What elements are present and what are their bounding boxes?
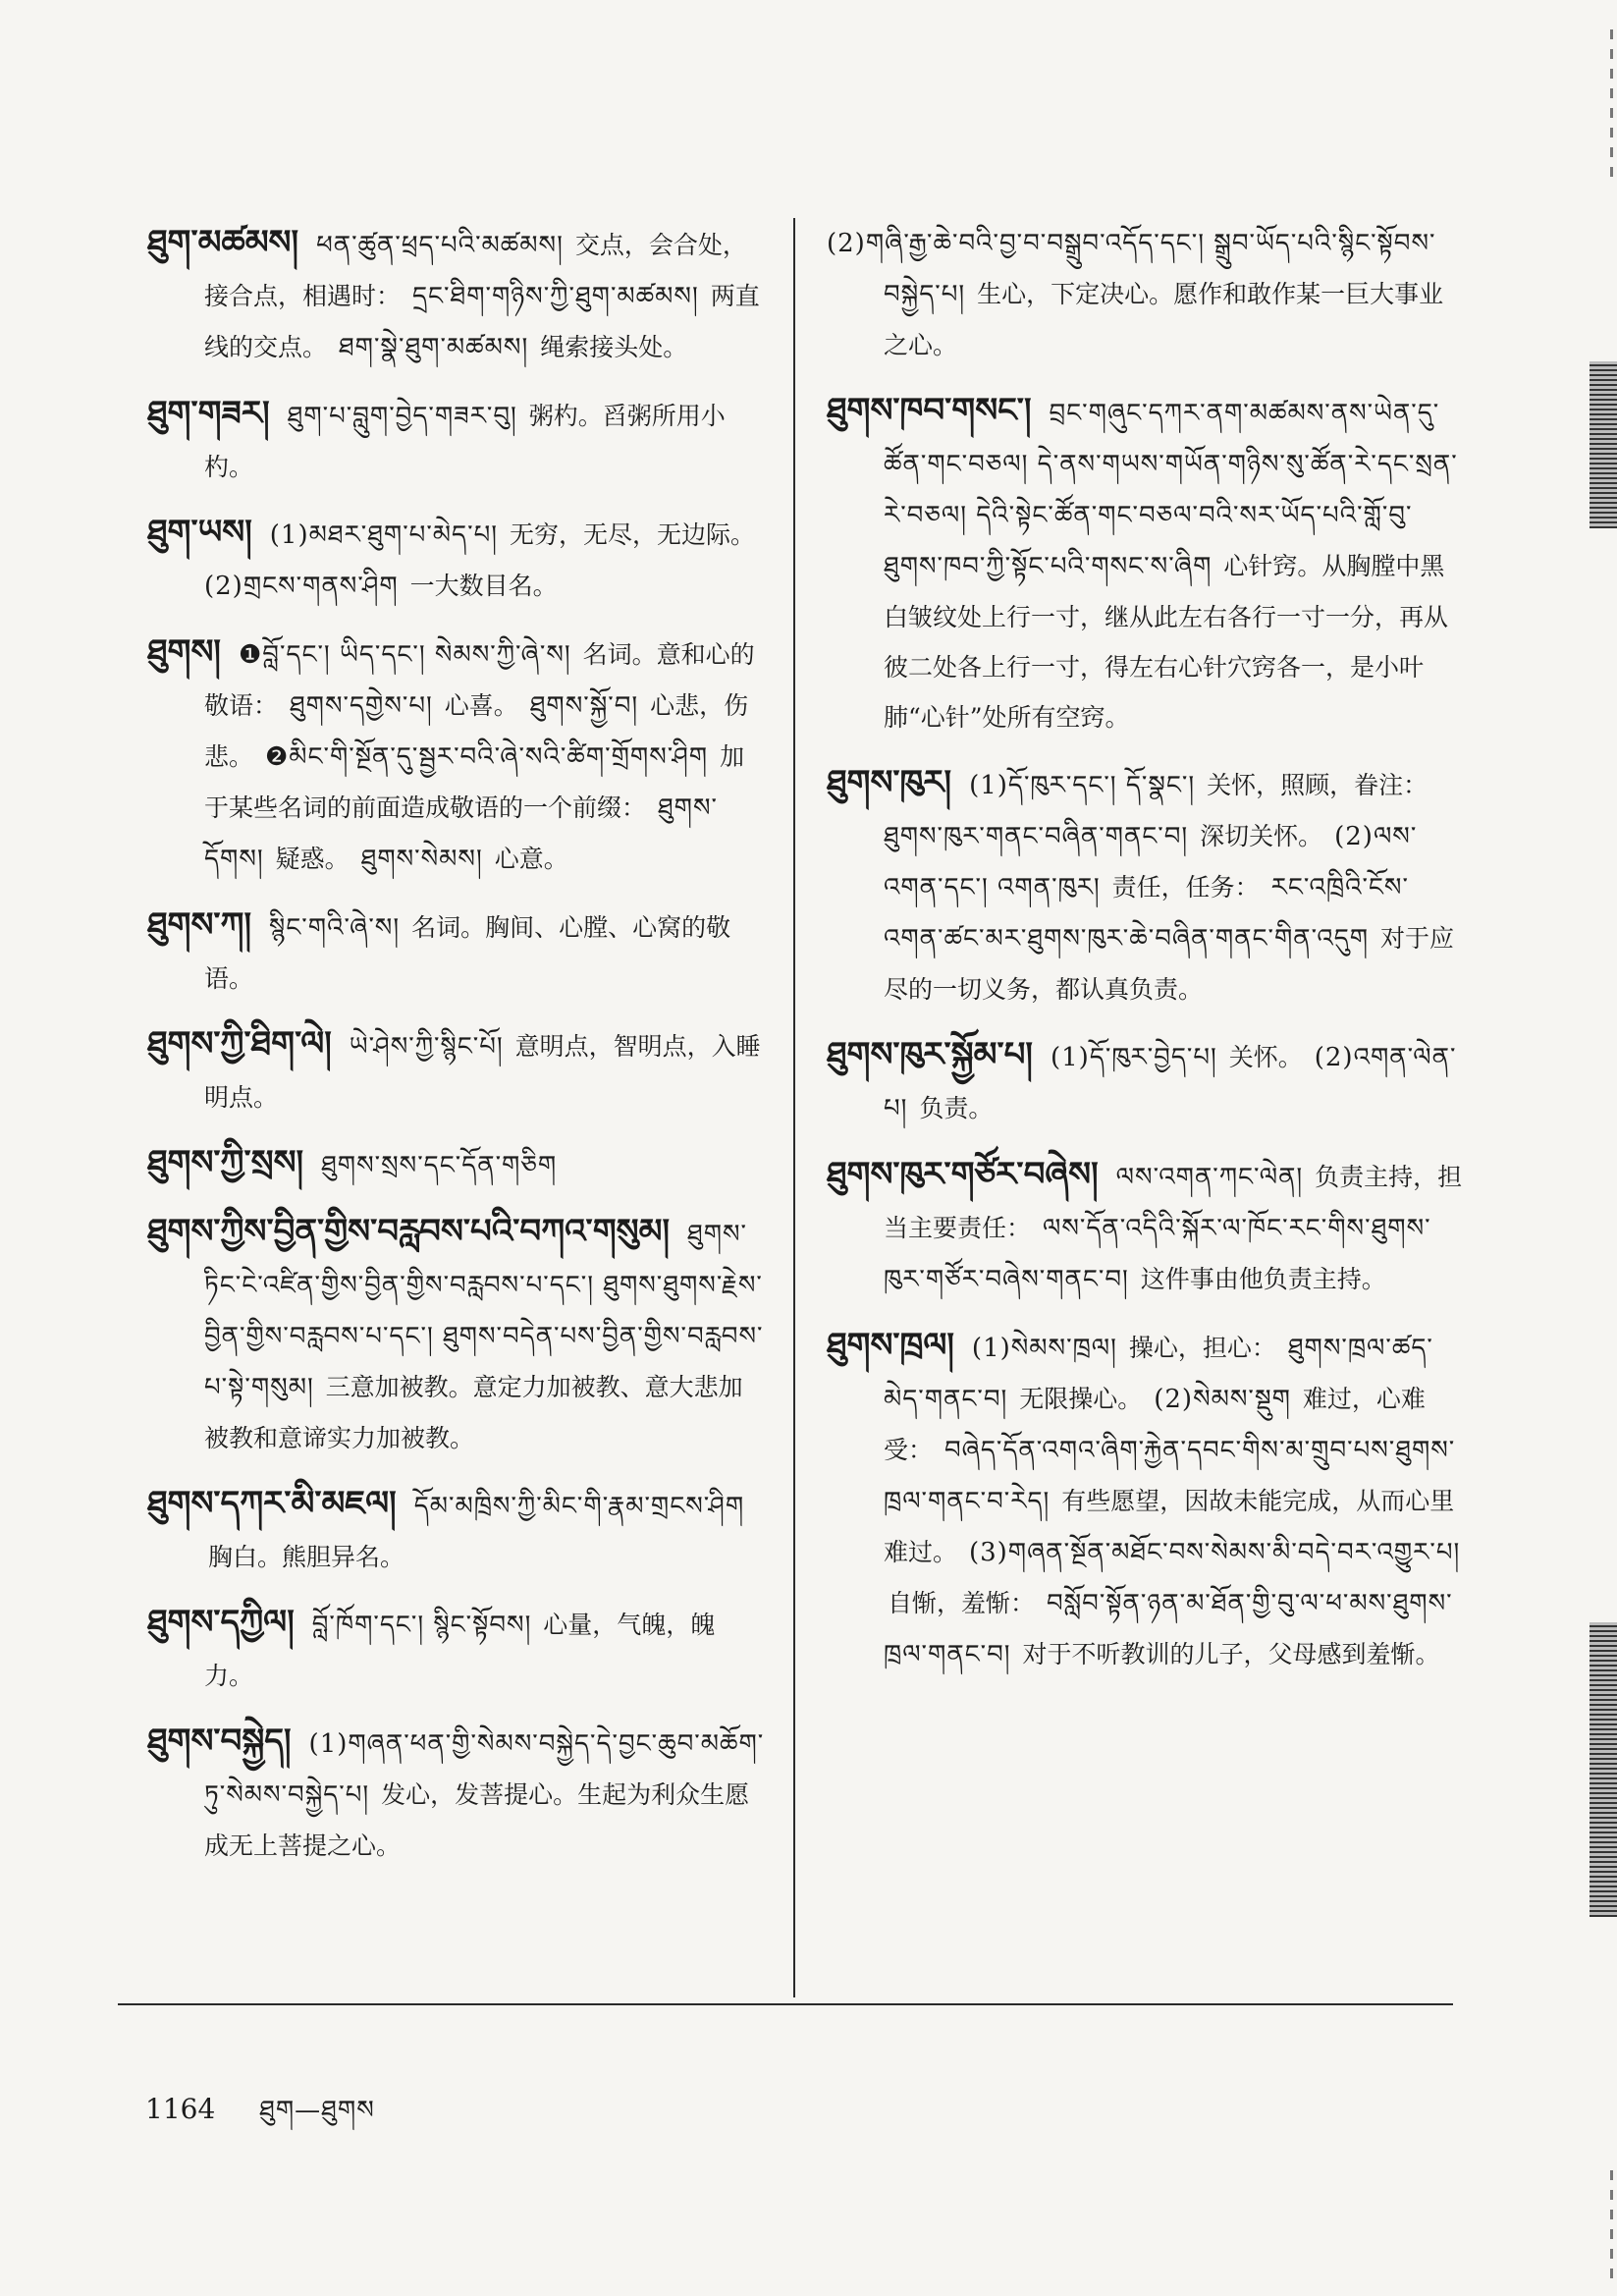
chinese-gloss: 名词。胸间、心膛、心窝的敬语。 — [204, 913, 731, 993]
column-divider — [793, 218, 795, 1997]
tibetan-text: བྲང་གཞུང་དཀར་ནག་མཚམས་ནས་ཡེན་དུ་ཚོན་གང་བཅལ། དེ་ནས་གཡས་གཡོན་གཉིས་སུ་ཚོན་རེ་དང་སྲན་རེ་བཅལ། དེའི་སྟེང་ཚོན་གང་བཅལ་བའི་སར་ཡོད་པའི་གློ་བུ་ཐུགས་ཁབ་ཀྱི་སྟོང་པའི་གསང་ས་ཞིག — [884, 399, 1458, 581]
headword: ཐུགས་ཀྱི་ཐིག་ལེ། — [147, 1024, 332, 1064]
dictionary-entry — [827, 1321, 1465, 1680]
tibetan-text: ཐུགས་སྐྱོ་བ། — [529, 691, 639, 721]
chinese-gloss: 一大数目名。 — [409, 572, 558, 600]
chinese-gloss: 有些愿望，因故未能完成，从而心里难过。 — [884, 1487, 1455, 1566]
chinese-gloss: 心喜。 — [444, 691, 518, 720]
chinese-gloss: 粥杓。舀粥所用小杓。 — [204, 402, 726, 481]
headword: ཐུགས་ཀ། — [147, 905, 252, 945]
dictionary-entry — [147, 508, 766, 612]
chinese-gloss: 名词。意和心的敬语： — [204, 640, 755, 720]
chinese-gloss: 加于某些名词的前面造成敬语的一个前缀： — [204, 742, 745, 822]
chinese-gloss: 意明点，智明点，入睡明点。 — [204, 1032, 761, 1112]
tibetan-text: བསློབ་སྟོན་ཉན་མ་ཐོན་གྱི་བུ་ལ་ཕ་མས་ཐུགས་ཁྲལ་གནང་བ། — [884, 1589, 1453, 1669]
headword: ཐུག་མཚམས། — [147, 223, 299, 262]
headword: ཐུག་ཡས། — [147, 513, 252, 552]
dictionary-entry — [147, 1207, 766, 1463]
dictionary-entry — [827, 1030, 1465, 1134]
tibetan-text: སྙིང་གའི་ཞེ་ས། — [269, 913, 401, 943]
tibetan-text: ཐུགས་དགྱེས་པ། — [289, 691, 433, 721]
right-column — [827, 218, 1465, 1696]
tibetan-text: ཐུགས་སྲས་དང་དོན་གཅིག — [321, 1151, 558, 1180]
tibetan-text: ཕན་ཚུན་ཕྲད་པའི་མཚམས། — [316, 231, 564, 260]
headword-range: ཐུག—ཐུགས — [259, 2096, 375, 2125]
scan-edge-dash — [1610, 2160, 1613, 2278]
footer-rule — [118, 2003, 1453, 2005]
tibetan-text: (2)གཞི་རྒྱ་ཆེ་བའི་བྱ་བ་བསྒྲུབ་འདོད་དང་། སྒྲུབ་ཡོད་པའི་སྙིང་སྟོབས་བསྐྱེད་པ། — [827, 229, 1436, 309]
chinese-gloss: 关怀，照顾，眷注： — [1207, 771, 1428, 799]
chinese-gloss: 难过，心难受： — [884, 1385, 1426, 1464]
tibetan-text: (2)ལས་འགན་དང་། འགན་ཁུར། — [884, 822, 1418, 902]
tibetan-text: ❶བློ་དང་། ཡིད་དང་། སེམས་ཀྱི་ཞེ་ས། — [238, 640, 571, 670]
tibetan-text: ཐུགས་སེམས། — [360, 845, 483, 874]
dictionary-entry — [827, 386, 1465, 742]
chinese-gloss: 心悲，伤悲。 — [204, 691, 749, 771]
tibetan-text: ཐུགས་ཏིང་ངེ་འཛིན་གྱིས་བྱིན་གྱིས་བརླབས་པ་དང་། ཐུགས་ཐུགས་རྗེས་བྱིན་གྱིས་བརླབས་པ་དང་། ཐུགས་བདེན་པས་བྱིན་གྱིས་བརླབས་པ་སྟེ་གསུམ། — [204, 1220, 764, 1402]
chinese-gloss: 负责。 — [919, 1094, 994, 1122]
headword: ཐུགས་ཀྱི་སྲས། — [147, 1143, 304, 1182]
headword: ཐུག་གཟར། — [147, 394, 270, 433]
tibetan-text: (1)གཞན་ཕན་གྱི་སེམས་བསྐྱེད་དེ་བྱང་ཆུབ་མཆོག་ཏུ་སེམས་བསྐྱེད་པ། — [204, 1729, 765, 1810]
chinese-gloss: 深切关怀。 — [1200, 822, 1323, 850]
chinese-gloss: 疑惑。 — [275, 845, 350, 873]
headword: ཐུགས་ཁུར་གཙོར་བཞེས། — [827, 1155, 1099, 1194]
headword: ཐུགས་བསྐྱེད། — [147, 1722, 292, 1761]
headword: ཐུགས་ཀྱིས་བྱིན་གྱིས་བརླབས་པའི་བཀའ་གསུམ། — [147, 1212, 670, 1251]
tibetan-text: དྲང་ཐིག་གཉིས་ཀྱི་ཐུག་མཚམས། — [411, 282, 699, 311]
dictionary-entry — [147, 1019, 766, 1122]
chinese-gloss: 责任，任务： — [1111, 873, 1260, 902]
chinese-gloss: 无限操心。 — [1019, 1385, 1143, 1413]
dictionary-entry — [147, 1138, 766, 1191]
tibetan-text: རང་འཁྲིའི་ངོས་འགན་ཚང་མར་ཐུགས་ཁུར་ཆེ་བཞིན་གནང་གིན་འདུག — [884, 873, 1409, 954]
headword: ཐུགས་ཁུར། — [827, 763, 952, 802]
dictionary-entry — [147, 1717, 766, 1871]
scan-edge-mark — [1590, 1622, 1617, 1917]
tibetan-text: (2)གྲངས་གནས་ཤིག — [204, 572, 399, 601]
tibetan-text: དོམ་མཁྲིས་ཀྱི་མིང་གི་རྣམ་གྲངས་ཤིག — [413, 1492, 745, 1521]
chinese-gloss: 胸白。熊胆异名。 — [208, 1543, 405, 1571]
scan-edge-dash — [1610, 29, 1613, 177]
dictionary-entry — [147, 628, 766, 885]
page-footer — [145, 2082, 375, 2154]
dictionary-entry — [147, 1598, 766, 1701]
chinese-gloss: 心针窍。从胸膛中黑白皱纹处上行一寸，继从此左右各行一寸一分，再从彼二处各上行一寸，得左右心针穴窍各一，是小叶肺“心针”处所有空窍。 — [884, 552, 1449, 732]
chinese-gloss: 生心，下定决心。愿作和敢作某一巨大事业之心。 — [884, 280, 1444, 359]
tibetan-text: (2)སེམས་སྡུག — [1154, 1385, 1291, 1414]
headword: ཐུགས་ཁུར་སྐྱོམ་པ། — [827, 1035, 1033, 1074]
tibetan-text: (1)མཐར་ཐུག་པ་མེད་པ། — [269, 520, 499, 550]
chinese-gloss: 自惭，羞惭： — [888, 1589, 1036, 1617]
headword: ཐུགས་ཁབ་གསང་། — [827, 391, 1032, 430]
page-number: 1164 — [145, 2093, 216, 2125]
dictionary-entry — [147, 389, 766, 492]
chinese-gloss: 两直线的交点。 — [204, 282, 760, 361]
tibetan-text: (1)སེམས་ཁྲལ། — [971, 1334, 1117, 1363]
tibetan-text: (1)དོ་ཁུར་དང་། དོ་སྣང་། — [969, 771, 1196, 800]
tibetan-text: (2)འགན་ལེན་པ། — [884, 1043, 1457, 1123]
scan-edge-mark — [1590, 361, 1617, 528]
tibetan-text: ཐུགས་ཁུར་གནང་བཞིན་གནང་བ། — [884, 822, 1189, 851]
dictionary-entry — [147, 901, 766, 1004]
chinese-gloss: 心量，气魄，魄力。 — [204, 1611, 716, 1690]
tibetan-text: ལས་འགན་ཀང་ལེན། — [1115, 1163, 1304, 1192]
headword: ཐུགས་དཀྱིལ། — [147, 1603, 295, 1642]
tibetan-text: ཐུགས་དོགས། — [204, 793, 718, 874]
chinese-gloss: 对于应尽的一切义务，都认真负责。 — [884, 924, 1455, 1004]
tibetan-text: ❷མིང་གི་སྔོན་དུ་སྦྱར་བའི་ཞེ་སའི་ཚིག་གྲོགས་ཤིག — [264, 742, 709, 772]
dictionary-entry — [827, 758, 1465, 1014]
chinese-gloss: 无穷，无尽，无边际。 — [509, 520, 755, 549]
tibetan-text: (1)དོ་ཁུར་བྱེད་པ། — [1050, 1043, 1217, 1072]
chinese-gloss: 对于不听教训的儿子，父母感到羞惭。 — [1022, 1640, 1440, 1668]
chinese-gloss: 发心，发菩提心。生起为利众生愿成无上菩提之心。 — [204, 1780, 750, 1860]
dictionary-entry — [147, 1479, 766, 1582]
dictionary-entry — [827, 1150, 1465, 1305]
headword: ཐུགས་དཀར་མི་མཇལ། — [147, 1484, 397, 1523]
tibetan-text: བློ་ཁོག་དང་། སྙིང་སྟོབས། — [311, 1611, 532, 1640]
tibetan-text: ཐུག་པ་བླུག་བྱེད་གཟར་བུ། — [287, 402, 517, 431]
tibetan-text: (3)གཞན་སྔོན་མཐོང་བས་སེམས་མི་བདེ་བར་འགྱུར་པ། — [968, 1538, 1461, 1567]
tibetan-text: ཐུགས་ཁྲལ་ཚད་མེད་གནང་བ། — [884, 1334, 1433, 1414]
chinese-gloss: 心意。 — [494, 845, 568, 873]
chinese-gloss: 负责主持，担当主要责任： — [884, 1163, 1463, 1242]
tibetan-text: བཞེད་དོན་འགའ་ཞིག་རྐྱེན་དབང་གིས་མ་གྲུབ་པས་ཐུགས་ཁྲལ་གནང་བ་རེད། — [884, 1436, 1456, 1516]
chinese-gloss: 这件事由他负责主持。 — [1140, 1265, 1386, 1293]
dictionary-entry — [147, 218, 766, 373]
chinese-gloss: 关怀。 — [1228, 1043, 1303, 1071]
chinese-gloss: 绳索接头处。 — [540, 333, 688, 361]
chinese-gloss: 三意加被教。意定力加被教、意大悲加被教和意谛实力加被教。 — [204, 1373, 743, 1452]
headword: ཐུགས། — [147, 632, 221, 672]
tibetan-text: ཡེ་ཤེས་ཀྱི་སྙིང་པོ། — [349, 1032, 504, 1062]
chinese-gloss: 操心，担心： — [1128, 1334, 1276, 1362]
dictionary-entry — [827, 218, 1465, 370]
chinese-gloss: 交点，会合处，接合点，相遇时： — [204, 231, 747, 310]
tibetan-text: ཐག་སྣེ་ཐུག་མཚམས། — [338, 333, 529, 362]
headword: ཐུགས་ཁྲལ། — [827, 1326, 954, 1365]
tibetan-text: ལས་དོན་འདིའི་སྐོར་ལ་ཁོང་རང་གིས་ཐུགས་ཁུར་གཙོར་བཞེས་གནང་བ། — [884, 1214, 1431, 1294]
left-column — [147, 218, 766, 1886]
